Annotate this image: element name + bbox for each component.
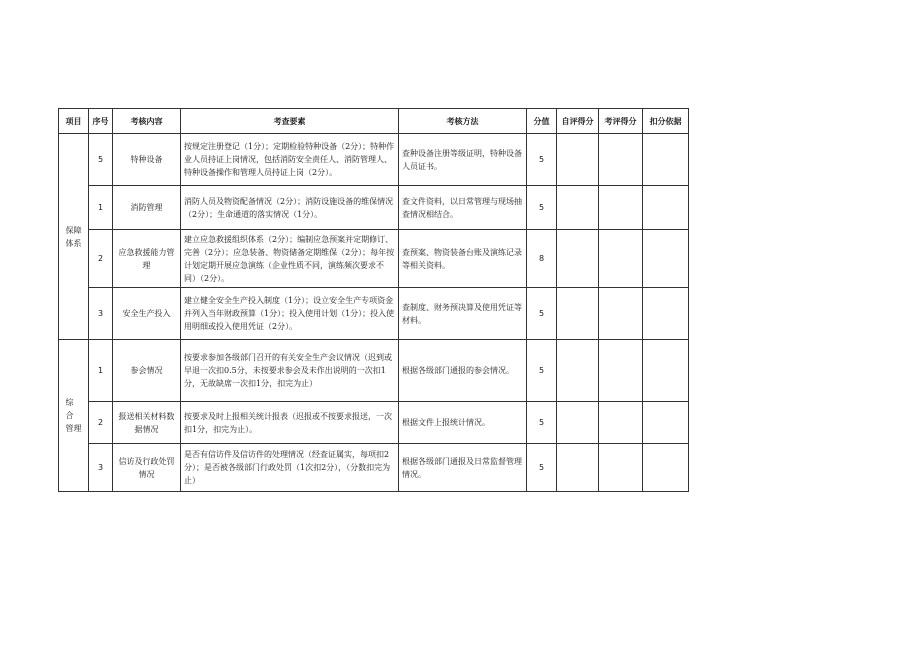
self-score-cell — [557, 402, 599, 444]
requirements-cell: 按要求参加各级部门召开的有关安全生产会议情况（迟到或早退一次扣0.5分，未按要求参会及未作出说明的一次扣1分，无故缺席一次扣1分，扣完为止） — [181, 340, 399, 402]
header-self-score: 自评得分 — [557, 109, 599, 134]
seq-cell: 1 — [89, 186, 113, 230]
header-seq: 序号 — [89, 109, 113, 134]
project-label-line: 综 合 — [65, 398, 82, 420]
requirements-cell: 按规定注册登记（1分）；定期检验特种设备（2分）；特种作业人员持证上岗情况，包括消防安全责任人、消防管理人、特种设备操作和管理人员持证上岗（2分）。 — [181, 134, 399, 186]
table-row — [59, 134, 689, 186]
method-cell: 查文件资料，以日常管理与现场抽查情况相结合。 — [399, 186, 527, 230]
review-score-cell — [599, 444, 643, 492]
self-score-cell — [557, 444, 599, 492]
table-row — [59, 288, 689, 340]
method-cell: 根据各级部门通报的参会情况。 — [399, 340, 527, 402]
review-score-cell — [599, 288, 643, 340]
score-cell: 5 — [527, 402, 557, 444]
header-row — [59, 109, 689, 134]
deduction-basis-cell — [643, 444, 689, 492]
seq-cell: 2 — [89, 402, 113, 444]
project-label-line: 管理 — [65, 424, 82, 433]
content-cell: 信访及行政处罚情况 — [113, 444, 181, 492]
score-cell: 8 — [527, 230, 557, 288]
score-cell: 5 — [527, 134, 557, 186]
deduction-basis-cell — [643, 288, 689, 340]
header-project: 项目 — [59, 109, 89, 134]
seq-cell: 3 — [89, 288, 113, 340]
requirements-cell: 建立应急救援组织体系（2分）；编制应急预案并定期修订、完善（2分）；应急装备、物资储备定期维保（2分）；每年按计划定期开展应急演练（企业性质不同，演练频次要求不同）（2分）。 — [181, 230, 399, 288]
seq-cell: 2 — [89, 230, 113, 288]
deduction-basis-cell — [643, 402, 689, 444]
score-cell: 5 — [527, 444, 557, 492]
header-requirements: 考查要素 — [181, 109, 399, 134]
content-cell: 参会情况 — [113, 340, 181, 402]
project-label-line: 体系 — [65, 238, 82, 248]
self-score-cell — [557, 134, 599, 186]
deduction-basis-cell — [643, 340, 689, 402]
table-row — [59, 444, 689, 492]
content-cell: 安全生产投入 — [113, 288, 181, 340]
content-cell: 应急救援能力管理 — [113, 230, 181, 288]
self-score-cell — [557, 230, 599, 288]
project-cell-guarantee-system — [59, 134, 89, 340]
content-cell: 报送相关材料数据情况 — [113, 402, 181, 444]
review-score-cell — [599, 230, 643, 288]
score-cell: 5 — [527, 186, 557, 230]
content-cell: 特种设备 — [113, 134, 181, 186]
header-score: 分值 — [527, 109, 557, 134]
seq-cell: 1 — [89, 340, 113, 402]
seq-cell: 3 — [89, 444, 113, 492]
assessment-table — [58, 108, 689, 492]
seq-cell: 5 — [89, 134, 113, 186]
method-cell: 查制度、财务预决算及使用凭证等材料。 — [399, 288, 527, 340]
header-review-score: 考评得分 — [599, 109, 643, 134]
table-row — [59, 402, 689, 444]
deduction-basis-cell — [643, 134, 689, 186]
content-cell: 消防管理 — [113, 186, 181, 230]
header-method: 考核方法 — [399, 109, 527, 134]
table-row — [59, 340, 689, 402]
method-cell: 根据各级部门通报及日常监督管理情况。 — [399, 444, 527, 492]
score-cell: 5 — [527, 340, 557, 402]
table-row — [59, 230, 689, 288]
self-score-cell — [557, 340, 599, 402]
self-score-cell — [557, 186, 599, 230]
review-score-cell — [599, 134, 643, 186]
self-score-cell — [557, 288, 599, 340]
method-cell: 查预案、物资装备台账及演练记录等相关资料。 — [399, 230, 527, 288]
header-content: 考核内容 — [113, 109, 181, 134]
table-row — [59, 186, 689, 230]
review-score-cell — [599, 402, 643, 444]
review-score-cell — [599, 340, 643, 402]
score-cell: 5 — [527, 288, 557, 340]
method-cell: 查种设备注册等级证明，特种设备人员证书。 — [399, 134, 527, 186]
method-cell: 根据文件上报统计情况。 — [399, 402, 527, 444]
requirements-cell: 是否有信访件及信访件的处理情况（经查证属实，每项扣2分）；是否被各级部门行政处罚（1次扣2分），（分数扣完为止） — [181, 444, 399, 492]
project-label-line: 保障 — [65, 225, 82, 235]
deduction-basis-cell — [643, 186, 689, 230]
requirements-cell: 建立健全安全生产投入制度（1分）；设立安全生产专项资金并列入当年财政预算（1分）；投入使用计划（1分）；投入使用明细或投入使用凭证（2分）。 — [181, 288, 399, 340]
review-score-cell — [599, 186, 643, 230]
requirements-cell: 消防人员及物资配备情况（2分）；消防设施设备的维保情况（2分）；生命通道的落实情况（1分）。 — [181, 186, 399, 230]
header-deduction-basis: 扣分依据 — [643, 109, 689, 134]
requirements-cell: 按要求及时上报相关统计报表（迟报或不按要求报送，一次扣1分，扣完为止）。 — [181, 402, 399, 444]
project-cell-comprehensive-management — [59, 340, 89, 492]
deduction-basis-cell — [643, 230, 689, 288]
